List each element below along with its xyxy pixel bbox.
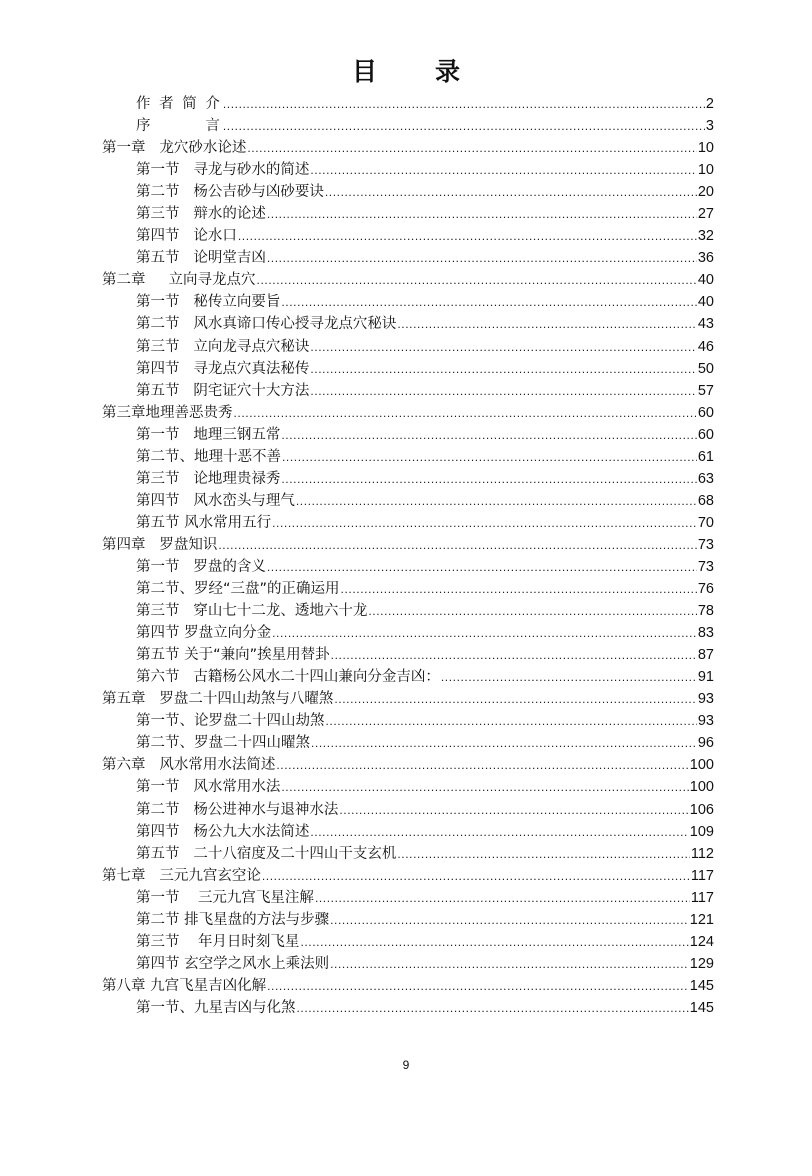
toc-section-entry[interactable] <box>102 490 714 512</box>
toc-section-entry[interactable] <box>102 424 714 446</box>
toc-entry-number: 第三节 <box>136 470 180 487</box>
toc-entry-page-number: 124 <box>689 933 714 950</box>
dot-leader <box>368 600 697 622</box>
toc-section-entry[interactable] <box>102 931 714 953</box>
toc-entry-label <box>136 380 309 402</box>
toc-entry-separator <box>180 468 194 490</box>
toc-entry-separator: 、 <box>179 735 194 752</box>
toc-entry-label <box>136 821 309 843</box>
toc-entry-page-number: 106 <box>689 801 714 818</box>
toc-entry-separator <box>180 225 194 247</box>
toc-entry-number: 第三章 <box>102 404 146 421</box>
toc-entry-title: 地理善恶贵秀 <box>145 404 233 421</box>
toc-entry-separator <box>146 534 160 556</box>
toc-entry-separator <box>180 556 194 578</box>
toc-entry-separator <box>180 291 194 313</box>
toc-entry-title: 寻龙点穴真法秘传 <box>193 360 310 377</box>
toc-section-entry[interactable] <box>102 225 714 247</box>
toc-entry-page-number: 57 <box>697 382 714 399</box>
toc-front-entry[interactable] <box>102 115 714 137</box>
dot-leader <box>247 137 697 159</box>
toc-entry-page-number: 93 <box>697 691 714 708</box>
toc-entry-number: 第二节 <box>136 448 180 465</box>
toc-entry-page-number: 100 <box>689 757 714 774</box>
dot-leader <box>262 865 690 887</box>
toc-entry-page-number: 61 <box>697 448 714 465</box>
toc-entry-label <box>102 688 333 710</box>
toc-entry-page-number: 10 <box>697 162 714 179</box>
dot-leader <box>441 666 697 688</box>
toc-entry-separator <box>146 269 169 291</box>
toc-entry-page-number: 20 <box>697 184 714 201</box>
dot-leader <box>310 159 697 181</box>
toc-entry-label <box>136 887 314 909</box>
dot-leader <box>339 799 688 821</box>
dot-leader <box>315 887 690 909</box>
toc-entry-number: 第一节 <box>136 779 180 796</box>
toc-entry-number: 第六节 <box>136 669 180 686</box>
toc-entry-label <box>136 115 222 137</box>
toc-entry-title: 风水常用水法简述 <box>159 757 276 774</box>
dot-leader <box>397 313 697 335</box>
toc-entry-page-number: 43 <box>697 316 714 333</box>
toc-entry-page-number: 83 <box>697 625 714 642</box>
dot-leader <box>296 490 697 512</box>
toc-entry-title: 罗盘立向分金 <box>184 625 272 642</box>
toc-entry-label <box>136 358 309 380</box>
toc-entry-number: 第三节 <box>136 206 180 223</box>
toc-section-entry[interactable] <box>102 710 714 732</box>
dot-leader <box>234 402 697 424</box>
toc-entry-label <box>102 534 217 556</box>
toc-entry-page-number: 100 <box>689 779 714 796</box>
toc-entry-title: 风水常用五行 <box>184 514 272 531</box>
toc-entry-page-number: 93 <box>697 713 714 730</box>
toc-entry-number: 第四节 <box>136 492 180 509</box>
toc-entry-number: 第二节 <box>136 581 180 598</box>
dot-leader <box>330 953 689 975</box>
toc-section-entry[interactable] <box>102 159 714 181</box>
toc-entry-page-number: 60 <box>697 426 714 443</box>
toc-entry-title: 古籍杨公风水二十四山兼向分金吉凶： <box>193 669 440 686</box>
toc-entry-separator <box>180 380 194 402</box>
toc-entry-number: 第一章 <box>102 140 146 157</box>
toc-section-entry[interactable] <box>102 313 714 335</box>
toc-entry-number: 第二节 <box>136 184 180 201</box>
toc-chapter-entry[interactable] <box>102 975 714 997</box>
toc-entry-page-number: 70 <box>697 514 714 531</box>
dot-leader <box>281 776 688 798</box>
toc-section-entry[interactable] <box>102 909 714 931</box>
dot-leader <box>326 710 697 732</box>
toc-entry-label <box>136 468 280 490</box>
toc-section-entry[interactable] <box>102 622 714 644</box>
toc-section-entry[interactable] <box>102 556 714 578</box>
toc-entry-number: 第一节 <box>136 294 180 311</box>
toc-title <box>0 52 812 88</box>
toc-entry-separator <box>180 313 194 335</box>
toc-entry-page-number: 73 <box>697 558 714 575</box>
toc-entry-label <box>102 137 246 159</box>
toc-entry-title: 杨公九大水法简述 <box>193 823 310 840</box>
toc-section-entry[interactable] <box>102 468 714 490</box>
toc-entry-title: 风水峦头与理气 <box>193 492 295 509</box>
toc-entry-title: 论水口 <box>193 228 237 245</box>
toc-entry-label <box>102 402 233 424</box>
toc-entry-title: 九星吉凶与化煞 <box>194 999 296 1016</box>
toc-section-entry[interactable] <box>102 776 714 798</box>
toc-entry-number: 第三节 <box>136 338 180 355</box>
toc-entry-number: 第一节 <box>136 426 180 443</box>
dot-leader <box>310 821 688 843</box>
toc-chapter-entry[interactable] <box>102 137 714 159</box>
toc-entry-number: 第二节 <box>136 801 180 818</box>
toc-section-entry[interactable] <box>102 247 714 269</box>
dot-leader <box>397 843 690 865</box>
toc-section-entry[interactable] <box>102 600 714 622</box>
toc-chapter-entry[interactable] <box>102 402 714 424</box>
toc-section-entry[interactable] <box>102 953 714 975</box>
toc-entry-separator <box>180 358 194 380</box>
dot-leader <box>311 732 697 754</box>
toc-section-entry[interactable] <box>102 578 714 600</box>
toc-entry-title: 风水常用水法 <box>193 779 281 796</box>
toc-entry-page-number: 117 <box>690 867 714 884</box>
toc-entry-title: 立向龙寻点穴秘诀 <box>193 338 310 355</box>
toc-entry-separator <box>180 203 194 225</box>
toc-entry-page-number: 73 <box>697 536 714 553</box>
toc-entry-label <box>136 159 309 181</box>
toc-entry-page-number: 87 <box>697 647 714 664</box>
toc-entry-separator <box>180 600 194 622</box>
toc-section-entry[interactable] <box>102 732 714 754</box>
toc-entry-label <box>136 843 396 865</box>
dot-leader <box>267 975 689 997</box>
toc-entry-number: 第四节 <box>136 625 180 642</box>
toc-entry-separator <box>146 688 160 710</box>
toc-entry-page-number: 76 <box>697 581 714 598</box>
toc-entry-title: 寻龙与砂水的简述 <box>193 162 310 179</box>
dot-leader <box>238 225 697 247</box>
toc-entry-separator <box>180 181 194 203</box>
toc-entry-page-number: 129 <box>689 955 714 972</box>
toc-entry-number: 第二节 <box>136 735 180 752</box>
toc-entry-label <box>136 732 310 754</box>
toc-entry-page-number: 36 <box>697 250 714 267</box>
toc-entry-page-number: 46 <box>697 338 714 355</box>
toc-entry-label <box>136 247 266 269</box>
toc-entry-title: 罗盘二十四山曜煞 <box>194 735 310 752</box>
table-of-contents <box>102 93 714 1019</box>
dot-leader <box>223 93 705 115</box>
toc-entry-number: 第四节 <box>136 955 180 972</box>
toc-entry-page-number: 112 <box>690 845 714 862</box>
toc-entry-label <box>136 931 299 953</box>
toc-entry-number: 第一节 <box>136 713 180 730</box>
toc-entry-page-number: 50 <box>697 360 714 377</box>
toc-entry-number: 第三节 <box>136 933 180 950</box>
toc-entry-page-number: 117 <box>690 889 714 906</box>
toc-section-entry[interactable] <box>102 380 714 402</box>
toc-entry-page-number: 2 <box>705 96 714 112</box>
dot-leader <box>297 997 689 1019</box>
toc-entry-label <box>102 865 261 887</box>
toc-entry-number: 第五节 <box>136 250 180 267</box>
toc-entry-title: 论明堂吉凶 <box>193 250 266 267</box>
toc-entry-title: 论罗盘二十四山劫煞 <box>194 713 325 730</box>
dot-leader <box>281 468 697 490</box>
toc-entry-separator <box>180 931 198 953</box>
dot-leader <box>330 909 689 931</box>
dot-leader <box>300 931 688 953</box>
toc-section-entry[interactable] <box>102 799 714 821</box>
toc-entry-title: 罗经“三盘”的正确运用 <box>194 581 340 598</box>
toc-entry-label <box>136 424 280 446</box>
toc-entry-label <box>136 291 280 313</box>
toc-chapter-entry[interactable] <box>102 269 714 291</box>
toc-section-entry[interactable] <box>102 821 714 843</box>
toc-entry-title: 阴宅证穴十大方法 <box>193 382 310 399</box>
dot-leader <box>282 446 697 468</box>
toc-entry-number: 第四节 <box>136 823 180 840</box>
toc-entry-title: 二十八宿度及二十四山干支玄机 <box>193 845 397 862</box>
toc-entry-number: 第五节 <box>136 514 180 531</box>
toc-section-entry[interactable] <box>102 644 714 666</box>
dot-leader <box>281 424 697 446</box>
dot-leader <box>272 622 697 644</box>
toc-entry-label <box>136 953 329 975</box>
toc-entry-page-number: 10 <box>697 140 714 157</box>
toc-entry-separator <box>146 865 160 887</box>
toc-entry-separator <box>180 159 194 181</box>
toc-entry-separator <box>180 799 194 821</box>
toc-entry-title: 地理十恶不善 <box>194 448 281 465</box>
toc-section-entry[interactable] <box>102 181 714 203</box>
toc-entry-label <box>136 622 271 644</box>
toc-entry-number: 序 言 <box>136 118 222 135</box>
toc-section-entry[interactable] <box>102 843 714 865</box>
toc-entry-title: 九宫飞星吉凶化解 <box>150 977 267 994</box>
toc-section-entry[interactable] <box>102 358 714 380</box>
page-number: 9 <box>402 1058 410 1072</box>
toc-entry-label <box>136 997 296 1019</box>
toc-entry-separator <box>180 887 198 909</box>
dot-leader <box>223 115 705 137</box>
toc-entry-title: 罗盘知识 <box>159 536 218 553</box>
toc-entry-page-number: 109 <box>689 823 714 840</box>
toc-entry-title: 立向寻龙点穴 <box>168 272 256 289</box>
toc-title-char-2: 录 <box>435 57 461 86</box>
toc-entry-page-number: 60 <box>697 404 714 421</box>
toc-entry-separator <box>146 137 160 159</box>
toc-entry-label <box>136 512 271 534</box>
toc-entry-number: 第三节 <box>136 603 180 620</box>
toc-entry-title: 关于“兼向”挨星用替卦 <box>184 647 330 664</box>
toc-entry-title: 穿山七十二龙、透地六十龙 <box>193 603 368 620</box>
toc-entry-label <box>136 93 222 115</box>
toc-front-entry[interactable] <box>102 93 714 115</box>
toc-entry-title: 玄空学之风水上乘法则 <box>184 955 330 972</box>
toc-chapter-entry[interactable] <box>102 865 714 887</box>
toc-entry-title: 罗盘二十四山劫煞与八曜煞 <box>159 691 334 708</box>
toc-title-char-1: 目 <box>351 57 377 86</box>
toc-entry-separator <box>180 776 194 798</box>
toc-entry-page-number: 3 <box>705 118 714 135</box>
toc-entry-number: 第四节 <box>136 228 180 245</box>
toc-entry-title: 辩水的论述 <box>193 206 266 223</box>
toc-entry-label <box>136 644 330 666</box>
toc-entry-number: 第二节 <box>136 316 180 333</box>
toc-entry-separator <box>180 424 194 446</box>
toc-entry-separator: 、 <box>179 581 194 598</box>
toc-entry-label <box>136 313 396 335</box>
toc-entry-number: 第五章 <box>102 691 146 708</box>
toc-section-entry[interactable] <box>102 512 714 534</box>
dot-leader <box>267 556 697 578</box>
toc-entry-title: 秘传立向要旨 <box>193 294 281 311</box>
toc-entry-number: 第二章 <box>102 272 146 289</box>
toc-entry-separator <box>180 666 194 688</box>
toc-entry-page-number: 40 <box>697 272 714 289</box>
toc-entry-number: 第五节 <box>136 647 180 664</box>
toc-chapter-entry[interactable] <box>102 534 714 556</box>
toc-entry-number: 第五节 <box>136 382 180 399</box>
toc-section-entry[interactable] <box>102 336 714 358</box>
toc-chapter-entry[interactable] <box>102 754 714 776</box>
toc-entry-number: 第一节 <box>136 162 180 179</box>
toc-entry-title: 龙穴砂水论述 <box>159 140 247 157</box>
dot-leader <box>281 291 697 313</box>
toc-entry-separator: 、 <box>179 448 194 465</box>
toc-entry-title: 三元九宫玄空论 <box>159 867 261 884</box>
toc-entry-number: 第五节 <box>136 845 180 862</box>
dot-leader <box>325 181 697 203</box>
toc-entry-separator: 、 <box>179 999 194 1016</box>
toc-section-entry[interactable] <box>102 997 714 1019</box>
toc-entry-page-number: 91 <box>697 669 714 686</box>
dot-leader <box>257 269 697 291</box>
toc-entry-separator: 、 <box>179 713 194 730</box>
toc-entry-separator <box>180 821 194 843</box>
toc-entry-number: 第四章 <box>102 536 146 553</box>
toc-entry-page-number: 96 <box>697 735 714 752</box>
toc-entry-label <box>102 975 266 997</box>
dot-leader <box>310 358 697 380</box>
toc-entry-number: 第一节 <box>136 889 180 906</box>
dot-leader <box>341 578 697 600</box>
toc-entry-label <box>102 754 275 776</box>
toc-entry-title: 风水真谛口传心授寻龙点穴秘诀 <box>193 316 397 333</box>
toc-entry-title: 杨公吉砂与凶砂要诀 <box>193 184 324 201</box>
toc-entry-label <box>136 556 266 578</box>
toc-entry-label <box>136 203 266 225</box>
toc-entry-title: 杨公进神水与退神水法 <box>193 801 339 818</box>
dot-leader <box>218 534 697 556</box>
toc-entry-label <box>136 909 329 931</box>
toc-entry-separator <box>180 247 194 269</box>
toc-section-entry[interactable] <box>102 203 714 225</box>
toc-entry-page-number: 121 <box>689 911 714 928</box>
dot-leader <box>331 644 697 666</box>
toc-section-entry[interactable] <box>102 291 714 313</box>
toc-entry-page-number: 27 <box>697 206 714 223</box>
toc-entry-label <box>136 336 309 358</box>
toc-entry-separator <box>180 843 194 865</box>
toc-entry-title: 年月日时刻飞星 <box>197 933 300 950</box>
toc-entry-title: 罗盘的含义 <box>193 558 266 575</box>
toc-entry-separator <box>146 754 160 776</box>
toc-entry-separator <box>180 336 194 358</box>
toc-chapter-entry[interactable] <box>102 688 714 710</box>
toc-entry-number: 第八章 <box>102 977 146 994</box>
toc-entry-page-number: 145 <box>689 999 714 1016</box>
dot-leader <box>276 754 688 776</box>
toc-entry-title: 三元九宫飞星注解 <box>197 889 314 906</box>
dot-leader <box>310 380 697 402</box>
toc-entry-label <box>102 269 256 291</box>
dot-leader <box>334 688 697 710</box>
toc-entry-title: 地理三钢五常 <box>193 426 281 443</box>
toc-entry-number: 第六章 <box>102 757 146 774</box>
toc-section-entry[interactable] <box>102 666 714 688</box>
dot-leader <box>310 336 697 358</box>
toc-entry-title: 排飞星盘的方法与步骤 <box>184 911 330 928</box>
toc-entry-number: 第二节 <box>136 911 180 928</box>
toc-entry-page-number: 68 <box>697 492 714 509</box>
toc-entry-separator <box>180 490 194 512</box>
toc-entry-number: 第一节 <box>136 558 180 575</box>
toc-entry-title: 论地理贵禄秀 <box>193 470 281 487</box>
toc-entry-label <box>136 446 281 468</box>
toc-entry-label <box>136 225 237 247</box>
toc-section-entry[interactable] <box>102 887 714 909</box>
toc-entry-page-number: 63 <box>697 470 714 487</box>
toc-entry-page-number: 145 <box>689 977 714 994</box>
dot-leader <box>267 247 697 269</box>
toc-entry-number: 作 者 简 介 <box>136 96 222 112</box>
toc-entry-page-number: 40 <box>697 294 714 311</box>
toc-entry-page-number: 32 <box>697 228 714 245</box>
toc-entry-label <box>136 181 324 203</box>
toc-entry-number: 第四节 <box>136 360 180 377</box>
toc-entry-label <box>136 490 295 512</box>
toc-entry-label <box>136 578 340 600</box>
toc-entry-label <box>136 799 338 821</box>
toc-entry-number: 第七章 <box>102 867 146 884</box>
toc-section-entry[interactable] <box>102 446 714 468</box>
dot-leader <box>267 203 697 225</box>
dot-leader <box>272 512 697 534</box>
toc-entry-page-number: 78 <box>697 603 714 620</box>
toc-entry-label <box>136 600 367 622</box>
toc-entry-number: 第一节 <box>136 999 180 1016</box>
toc-entry-label <box>136 666 440 688</box>
toc-entry-label <box>136 710 325 732</box>
toc-entry-label <box>136 776 280 798</box>
